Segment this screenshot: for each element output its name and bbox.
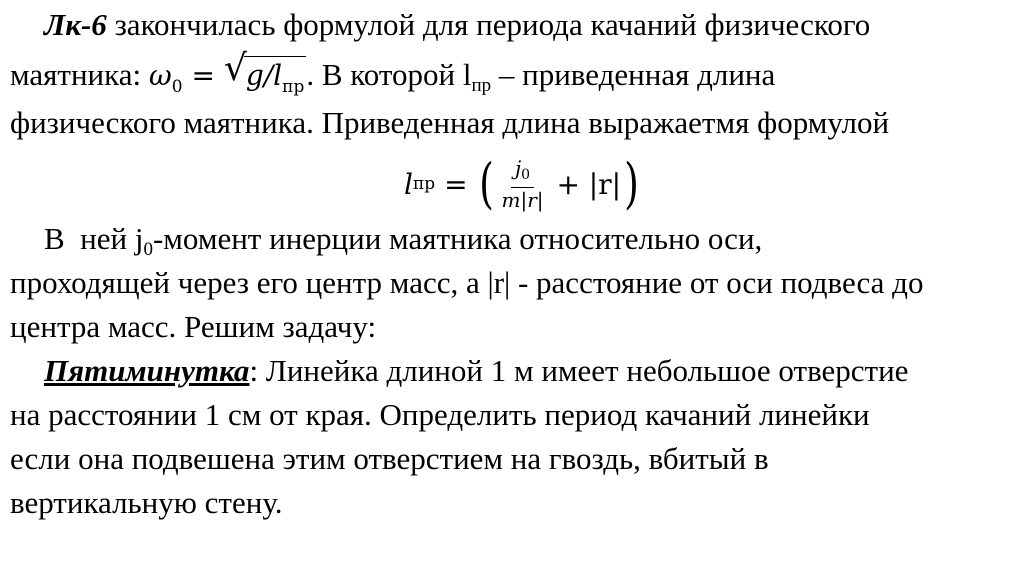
paragraph-2-line-3: центра масс. Решим задачу:: [10, 309, 377, 344]
paragraph-3-line-4: вертикальную стену.: [10, 485, 283, 520]
right-paren: ): [624, 152, 639, 215]
paragraph-3-line-1: [44, 354, 908, 388]
left-paren: (: [479, 152, 495, 215]
numerator-symbol: j: [514, 156, 522, 180]
reduced-length-formula: l пр = ( $\frac{j_0}{m|r|}$ + |r| ): [404, 152, 639, 215]
p1-l2-mid: . В которой l: [306, 57, 472, 92]
formula-equals: =: [435, 167, 477, 201]
sqrt-icon: √: [223, 48, 247, 89]
paragraph-3-line-2: на расстоянии 1 см от края. Определить период качаний линейки: [10, 397, 870, 432]
omega-subscript: 0: [171, 77, 183, 97]
paragraph-1-line-2: [10, 48, 776, 97]
formula-fraction: [502, 156, 544, 212]
sqrt-content: g/l: [245, 59, 283, 92]
paragraph-1-line-3: физического маятника. Приведенная длина выражаетмя формулой: [10, 105, 890, 140]
omega-symbol: ω: [148, 59, 172, 92]
paragraph-2-line-1: [44, 221, 763, 260]
paragraph-2-line-2: проходящей через его центр масс, а |r| - расстояние от оси подвеса до: [10, 265, 924, 300]
p1-l1-text: закончилась формулой для периода качаний физического: [106, 7, 871, 42]
p1-l2-rest: – приведенная длина: [491, 57, 776, 92]
sqrt-subscript: пр: [282, 77, 305, 97]
formula-lhs: l: [404, 167, 413, 201]
paragraph-3-line-3: если она подвешена этим отверстием на гвоздь, вбитый в: [10, 441, 769, 476]
sqrt-expression: [223, 48, 307, 97]
l-subscript: пр: [471, 75, 492, 96]
fraction-numerator: [511, 156, 534, 188]
task-label: Пятиминутка: [44, 353, 250, 388]
paragraph-1-line-1: [44, 8, 870, 42]
p1-l2-pre: маятника:: [10, 57, 149, 92]
p2-l1-pre: В ней j: [44, 221, 144, 256]
p2-l1-rest: -момент инерции маятника относительно оси,: [152, 221, 763, 256]
j-subscript: 0: [143, 239, 153, 260]
formula-plus-term: + |r|: [547, 167, 622, 201]
equals-sign: =: [182, 59, 224, 92]
lecture-ref: Лк-6: [44, 7, 107, 42]
p3-l1-rest: : Линейка длиной 1 м имеет небольшое отверстие: [249, 353, 909, 388]
fraction-denominator: m|r|: [501, 188, 544, 212]
numerator-subscript: 0: [521, 167, 531, 183]
